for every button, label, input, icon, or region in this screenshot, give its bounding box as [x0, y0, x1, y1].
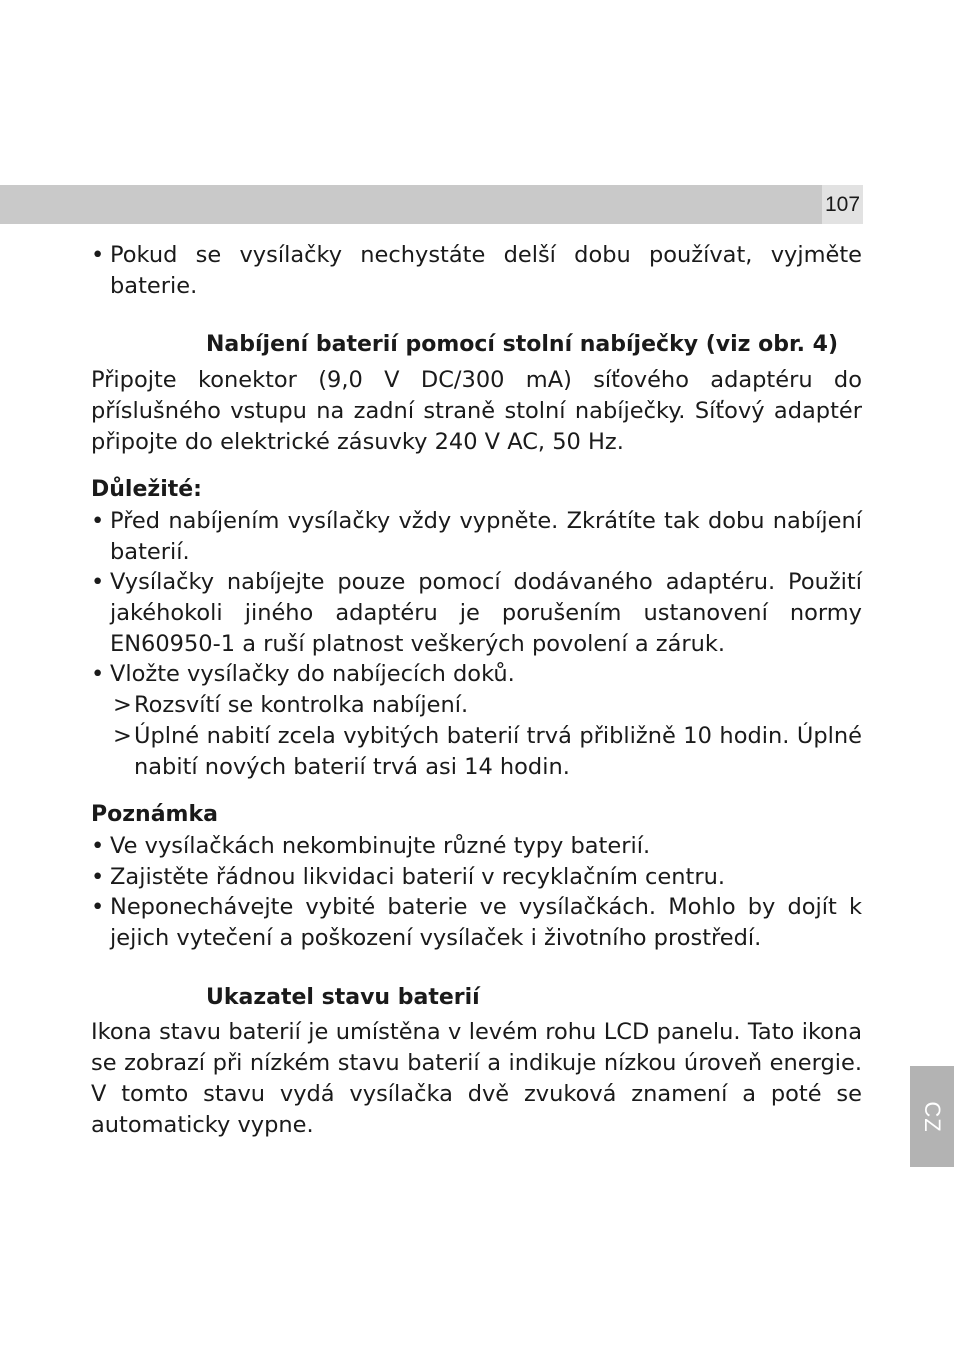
result-item-1: [113, 690, 862, 721]
battery-indicator-title: Ukazatel stavu baterií: [206, 984, 480, 1010]
bullet-text: Vysílačky nabíjejte pouze pomocí dodávaného adaptéru. Použití jakéhokoli jiného adaptéru je porušením ustanovení normy EN60950-1 a ruší platnost veškerých povolení a záruk.: [110, 569, 862, 657]
bullet-text: Před nabíjením vysílačky vždy vypněte. Zkrátíte tak dobu nabíjení baterií.: [110, 507, 862, 565]
result-mark: >: [113, 722, 132, 749]
bullet-mark: •: [91, 894, 105, 921]
bullet-text: Neponechávejte vybité baterie ve vysílačkách. Mohlo by dojít k jejich vytečení a poškození vysílaček i životního prostředí.: [110, 894, 862, 952]
bullet-text: Ve vysílačkách nekombinujte různé typy baterií.: [110, 832, 651, 859]
bullet-mark: •: [91, 863, 105, 890]
important-heading: Důležité:: [91, 477, 202, 503]
note-heading: Poznámka: [91, 802, 218, 828]
bullet-mark: •: [91, 661, 105, 688]
intro-bullet: [91, 240, 862, 301]
language-tab: [910, 1066, 954, 1167]
important-bullet-3: [91, 659, 862, 690]
bullet-text: Zajistěte řádnou likvidaci baterií v recyklačním centru.: [110, 863, 725, 890]
bullet-mark: •: [91, 832, 105, 859]
charging-title: Nabíjení baterií pomocí stolní nabíječky (viz obr. 4): [206, 332, 839, 358]
page-content: [91, 240, 862, 1140]
result-text: Úplné nabití zcela vybitých baterií trvá přibližně 10 hodin. Úplné nabití nových baterií trvá asi 14 hodin.: [134, 722, 862, 780]
important-bullet-1: [91, 506, 862, 567]
note-bullet-1: [91, 831, 862, 862]
result-text: Rozsvítí se kontrolka nabíjení.: [134, 692, 469, 719]
result-item-2: [113, 721, 862, 782]
result-mark: >: [113, 692, 132, 719]
bullet-mark: •: [91, 507, 105, 534]
page-number: 107: [822, 185, 863, 224]
language-tab-label: CZ: [920, 1100, 945, 1133]
battery-indicator-paragraph: Ikona stavu baterií je umístěna v levém rohu LCD panelu. Tato ikona se zobrazí při nízkém stavu baterií a indikuje nízkou úroveň energie. V tomto stavu vydá vysílačka dvě zvuková znamení a poté se automaticky vypne.: [91, 1019, 862, 1138]
bullet-text: Pokud se vysílačky nechystáte delší dobu používat, vyjměte baterie.: [110, 242, 862, 299]
bullet-mark: •: [91, 569, 105, 596]
bullet-text: Vložte vysílačky do nabíjecích doků.: [110, 661, 515, 688]
note-bullet-2: [91, 862, 862, 893]
header-bar: [0, 185, 822, 224]
note-bullet-3: [91, 892, 862, 953]
bullet-mark: •: [91, 242, 105, 268]
charging-paragraph: Připojte konektor (9,0 V DC/300 mA) síťového adaptéru do příslušného vstupu na zadní straně stolní nabíječky. Síťový adaptér připojte do elektrické zásuvky 240 V AC, 50 Hz.: [91, 367, 862, 455]
important-bullet-2: [91, 567, 862, 659]
